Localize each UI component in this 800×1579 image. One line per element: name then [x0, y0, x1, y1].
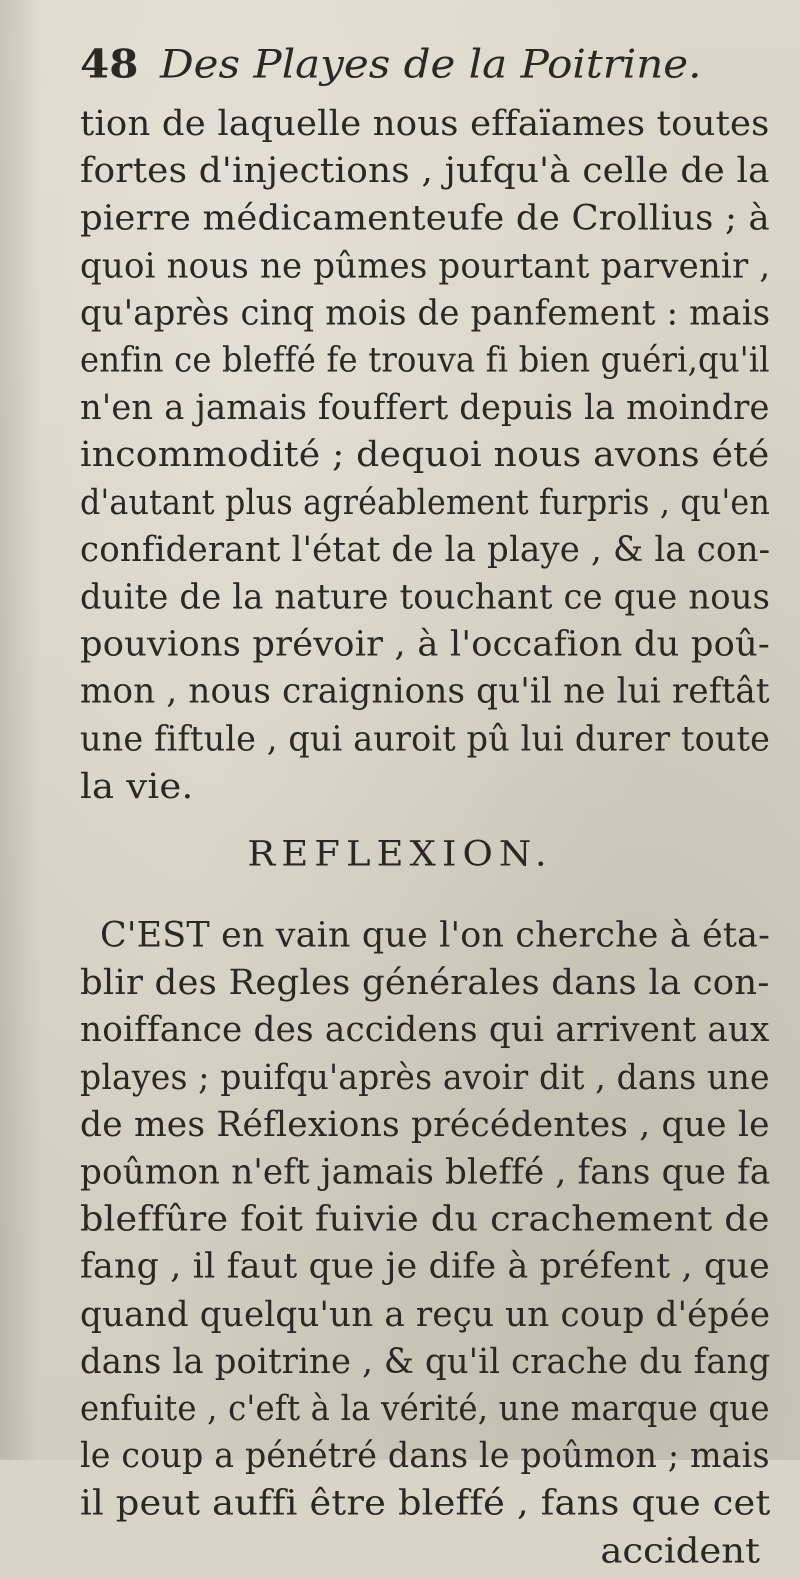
text-line: la vie. [80, 766, 194, 806]
text-line: le coup a pénétré dans le poûmon ; mais [80, 1435, 770, 1476]
text-line: il peut auffi être bleffé , fans que cet [80, 1483, 771, 1524]
text-line: blir des Regles générales dans la con- [80, 962, 770, 1003]
text-line: quoi nous ne pûmes pourtant parvenir , [80, 245, 771, 286]
text-line: C'EST en vain que l'on cherche à éta- [100, 915, 771, 956]
gutter-shadow [0, 0, 40, 1460]
catchword: accident [600, 1530, 760, 1571]
text-line: qu'après cinq mois de panfement : mais [80, 292, 771, 333]
text-line: noiffance des accidens qui arrivent aux [80, 1009, 770, 1050]
text-line: dans la poitrine , & qu'il crache du fang [80, 1341, 771, 1382]
page-header [80, 37, 760, 92]
text-line: poûmon n'eft jamais bleffé , fans que fa [80, 1151, 771, 1192]
running-title: Des Playes de la Poitrine. [160, 41, 702, 87]
text-line: pierre médicamenteufe de Crollius ; à [80, 198, 770, 238]
text-line: pouvions prévoir , à l'occafion du poû- [80, 624, 771, 664]
text-line: d'autant plus agréablement furpris , qu'en [80, 482, 770, 522]
text-line: enfuite , c'eft à la vérité, une marque que [80, 1388, 770, 1429]
text-line: tion de laquelle nous effaïames toutes [80, 103, 770, 144]
text-line: fortes d'injections , jufqu'à celle de la [80, 150, 770, 191]
text-line: confiderant l'état de la playe , & la con- [80, 529, 771, 570]
section-heading: REFLEXION. [247, 833, 553, 874]
text-line: playes ; puifqu'après avoir dit , dans une [80, 1057, 770, 1098]
page-number: 48 [80, 41, 139, 87]
text-line: fang , il faut que je dife à préfent , que [80, 1246, 770, 1287]
text-line: duite de la nature touchant ce que nous [80, 576, 771, 617]
text-line: incommodité ; dequoi nous avons été [80, 434, 770, 475]
text-line: de mes Réflexions précédentes , que le [80, 1104, 770, 1145]
text-line: une fiftule , qui auroit pû lui durer toute [80, 718, 771, 759]
text-line: n'en a jamais fouffert depuis la moindre [80, 387, 770, 428]
text-line: mon , nous craignions qu'il ne lui reftât [80, 671, 770, 712]
text-line: quand quelqu'un a reçu un coup d'épée [80, 1293, 771, 1334]
text-line: bleffûre foit fuivie du crachement de [80, 1199, 770, 1240]
text-line: enfin ce bleffé fe trouva fi bien guéri,qu'il [80, 340, 770, 380]
